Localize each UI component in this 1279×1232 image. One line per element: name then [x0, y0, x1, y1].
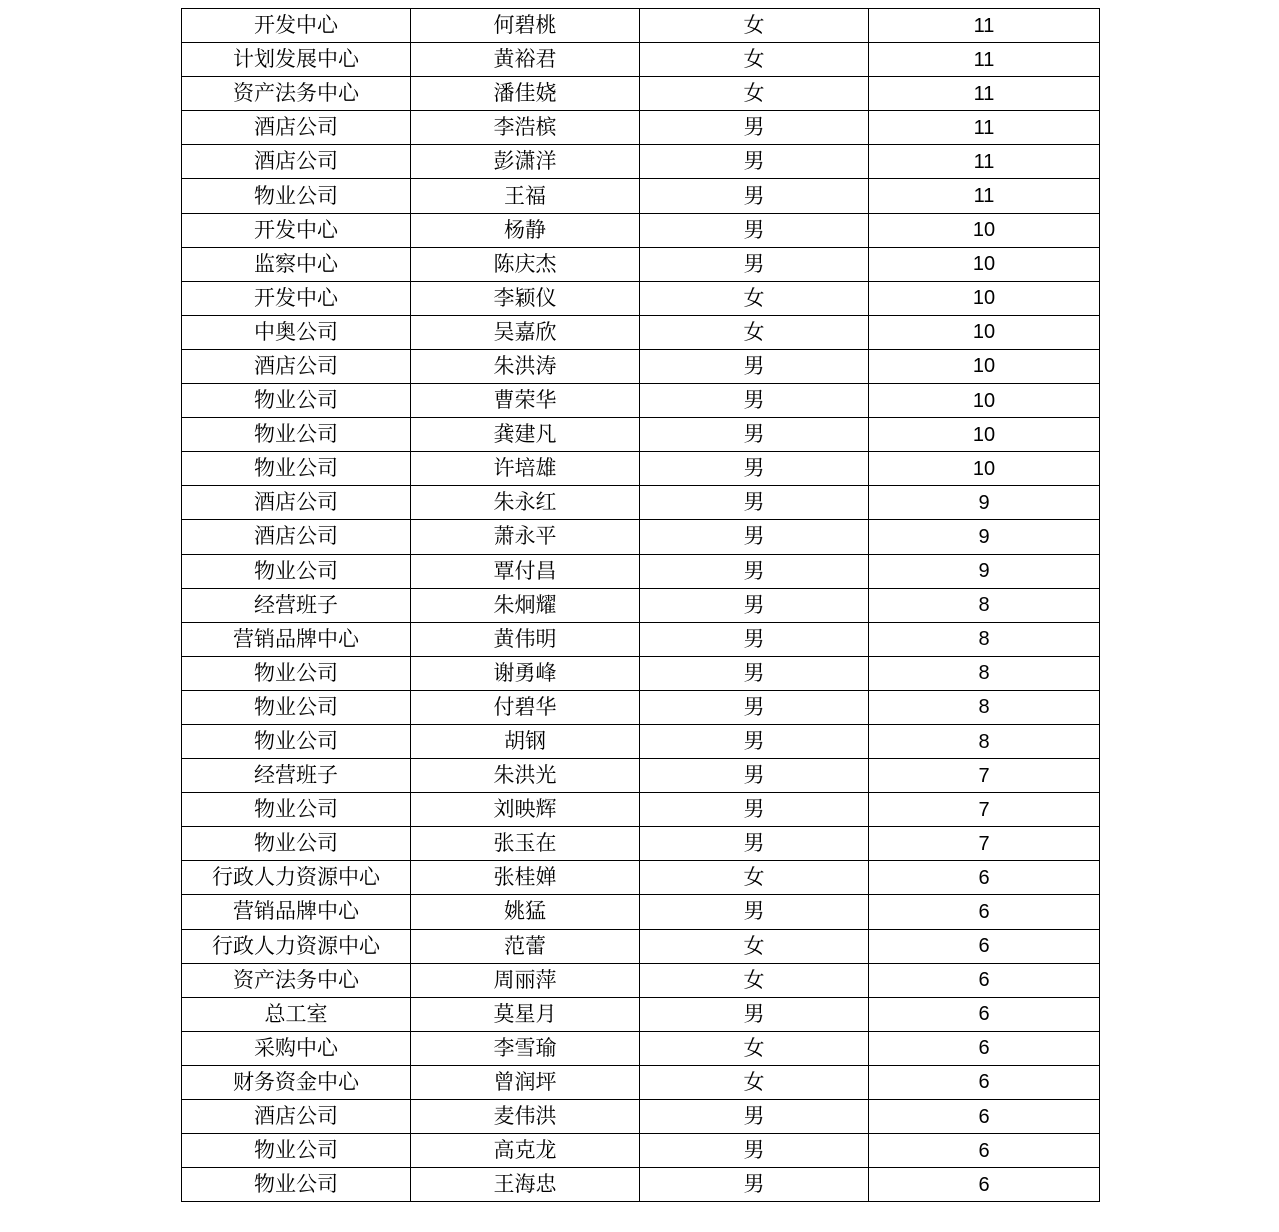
department-cell: 财务资金中心 — [182, 1065, 411, 1099]
department-cell: 物业公司 — [182, 1134, 411, 1168]
department-cell: 物业公司 — [182, 384, 411, 418]
department-cell: 开发中心 — [182, 281, 411, 315]
years-cell: 11 — [869, 179, 1100, 213]
department-cell: 监察中心 — [182, 247, 411, 281]
years-cell: 8 — [869, 588, 1100, 622]
gender-cell: 女 — [640, 929, 869, 963]
name-cell: 李浩槟 — [411, 111, 640, 145]
gender-cell: 男 — [640, 895, 869, 929]
gender-cell: 男 — [640, 418, 869, 452]
years-cell: 10 — [869, 247, 1100, 281]
table-row — [182, 213, 1100, 247]
table-row — [182, 895, 1100, 929]
department-cell: 经营班子 — [182, 759, 411, 793]
name-cell: 杨静 — [411, 213, 640, 247]
gender-cell: 男 — [640, 247, 869, 281]
years-cell: 9 — [869, 486, 1100, 520]
gender-cell: 男 — [640, 486, 869, 520]
table-row — [182, 520, 1100, 554]
years-cell: 11 — [869, 9, 1100, 43]
years-cell: 6 — [869, 997, 1100, 1031]
name-cell: 李颖仪 — [411, 281, 640, 315]
years-cell: 6 — [869, 1168, 1100, 1202]
table-row — [182, 145, 1100, 179]
table-row — [182, 588, 1100, 622]
department-cell: 物业公司 — [182, 179, 411, 213]
department-cell: 营销品牌中心 — [182, 622, 411, 656]
name-cell: 刘映辉 — [411, 793, 640, 827]
name-cell: 黄伟明 — [411, 622, 640, 656]
name-cell: 黄裕君 — [411, 43, 640, 77]
gender-cell: 女 — [640, 1031, 869, 1065]
table-row — [182, 315, 1100, 349]
years-cell: 10 — [869, 349, 1100, 383]
department-cell: 物业公司 — [182, 452, 411, 486]
roster-table-body — [182, 9, 1100, 1202]
years-cell: 10 — [869, 384, 1100, 418]
name-cell: 谢勇峰 — [411, 656, 640, 690]
table-row — [182, 997, 1100, 1031]
name-cell: 何碧桃 — [411, 9, 640, 43]
years-cell: 7 — [869, 827, 1100, 861]
years-cell: 10 — [869, 213, 1100, 247]
department-cell: 行政人力资源中心 — [182, 861, 411, 895]
name-cell: 张桂婵 — [411, 861, 640, 895]
name-cell: 潘佳娆 — [411, 77, 640, 111]
department-cell: 物业公司 — [182, 1168, 411, 1202]
gender-cell: 女 — [640, 77, 869, 111]
department-cell: 资产法务中心 — [182, 77, 411, 111]
table-row — [182, 656, 1100, 690]
gender-cell: 男 — [640, 452, 869, 486]
table-row — [182, 1168, 1100, 1202]
table-row — [182, 179, 1100, 213]
gender-cell: 男 — [640, 349, 869, 383]
department-cell: 物业公司 — [182, 724, 411, 758]
name-cell: 高克龙 — [411, 1134, 640, 1168]
name-cell: 龚建凡 — [411, 418, 640, 452]
gender-cell: 男 — [640, 690, 869, 724]
table-row — [182, 384, 1100, 418]
name-cell: 朱永红 — [411, 486, 640, 520]
years-cell: 6 — [869, 1065, 1100, 1099]
gender-cell: 男 — [640, 656, 869, 690]
name-cell: 王福 — [411, 179, 640, 213]
gender-cell: 男 — [640, 759, 869, 793]
name-cell: 朱洪涛 — [411, 349, 640, 383]
table-row — [182, 759, 1100, 793]
gender-cell: 男 — [640, 793, 869, 827]
department-cell: 开发中心 — [182, 213, 411, 247]
gender-cell: 女 — [640, 43, 869, 77]
years-cell: 10 — [869, 281, 1100, 315]
years-cell: 11 — [869, 111, 1100, 145]
name-cell: 许培雄 — [411, 452, 640, 486]
gender-cell: 女 — [640, 281, 869, 315]
years-cell: 9 — [869, 554, 1100, 588]
name-cell: 胡钢 — [411, 724, 640, 758]
table-row — [182, 622, 1100, 656]
name-cell: 周丽萍 — [411, 963, 640, 997]
department-cell: 物业公司 — [182, 793, 411, 827]
years-cell: 6 — [869, 861, 1100, 895]
name-cell: 朱洪光 — [411, 759, 640, 793]
years-cell: 7 — [869, 759, 1100, 793]
name-cell: 朱炯耀 — [411, 588, 640, 622]
gender-cell: 男 — [640, 1100, 869, 1134]
gender-cell: 男 — [640, 622, 869, 656]
years-cell: 11 — [869, 43, 1100, 77]
years-cell: 6 — [869, 963, 1100, 997]
gender-cell: 男 — [640, 1168, 869, 1202]
table-row — [182, 554, 1100, 588]
department-cell: 采购中心 — [182, 1031, 411, 1065]
table-row — [182, 43, 1100, 77]
gender-cell: 女 — [640, 9, 869, 43]
department-cell: 酒店公司 — [182, 520, 411, 554]
years-cell: 10 — [869, 315, 1100, 349]
table-row — [182, 418, 1100, 452]
table-row — [182, 929, 1100, 963]
years-cell: 8 — [869, 690, 1100, 724]
table-row — [182, 77, 1100, 111]
department-cell: 物业公司 — [182, 656, 411, 690]
table-row — [182, 724, 1100, 758]
years-cell: 6 — [869, 1100, 1100, 1134]
table-row — [182, 861, 1100, 895]
table-row — [182, 1031, 1100, 1065]
years-cell: 8 — [869, 656, 1100, 690]
years-cell: 7 — [869, 793, 1100, 827]
name-cell: 曾润坪 — [411, 1065, 640, 1099]
department-cell: 行政人力资源中心 — [182, 929, 411, 963]
name-cell: 吴嘉欣 — [411, 315, 640, 349]
name-cell: 姚猛 — [411, 895, 640, 929]
department-cell: 经营班子 — [182, 588, 411, 622]
years-cell: 6 — [869, 1134, 1100, 1168]
department-cell: 酒店公司 — [182, 486, 411, 520]
gender-cell: 男 — [640, 145, 869, 179]
table-row — [182, 281, 1100, 315]
gender-cell: 男 — [640, 179, 869, 213]
table-row — [182, 486, 1100, 520]
name-cell: 曹荣华 — [411, 384, 640, 418]
name-cell: 付碧华 — [411, 690, 640, 724]
table-row — [182, 1065, 1100, 1099]
table-row — [182, 1100, 1100, 1134]
gender-cell: 女 — [640, 861, 869, 895]
name-cell: 范蕾 — [411, 929, 640, 963]
department-cell: 酒店公司 — [182, 1100, 411, 1134]
department-cell: 计划发展中心 — [182, 43, 411, 77]
gender-cell: 男 — [640, 827, 869, 861]
table-row — [182, 690, 1100, 724]
gender-cell: 男 — [640, 213, 869, 247]
department-cell: 酒店公司 — [182, 111, 411, 145]
gender-cell: 男 — [640, 588, 869, 622]
name-cell: 萧永平 — [411, 520, 640, 554]
table-row — [182, 9, 1100, 43]
department-cell: 开发中心 — [182, 9, 411, 43]
table-row — [182, 349, 1100, 383]
table-row — [182, 963, 1100, 997]
department-cell: 总工室 — [182, 997, 411, 1031]
years-cell: 9 — [869, 520, 1100, 554]
name-cell: 莫星月 — [411, 997, 640, 1031]
gender-cell: 女 — [640, 963, 869, 997]
gender-cell: 男 — [640, 554, 869, 588]
years-cell: 6 — [869, 929, 1100, 963]
table-row — [182, 793, 1100, 827]
years-cell: 10 — [869, 452, 1100, 486]
roster-table — [181, 8, 1100, 1202]
department-cell: 资产法务中心 — [182, 963, 411, 997]
name-cell: 王海忠 — [411, 1168, 640, 1202]
department-cell: 营销品牌中心 — [182, 895, 411, 929]
gender-cell: 女 — [640, 1065, 869, 1099]
years-cell: 11 — [869, 145, 1100, 179]
name-cell: 覃付昌 — [411, 554, 640, 588]
gender-cell: 男 — [640, 997, 869, 1031]
years-cell: 10 — [869, 418, 1100, 452]
department-cell: 中奥公司 — [182, 315, 411, 349]
gender-cell: 男 — [640, 1134, 869, 1168]
table-row — [182, 247, 1100, 281]
gender-cell: 男 — [640, 724, 869, 758]
table-row — [182, 827, 1100, 861]
gender-cell: 女 — [640, 315, 869, 349]
name-cell: 李雪瑜 — [411, 1031, 640, 1065]
years-cell: 11 — [869, 77, 1100, 111]
gender-cell: 男 — [640, 520, 869, 554]
table-row — [182, 1134, 1100, 1168]
name-cell: 麦伟洪 — [411, 1100, 640, 1134]
department-cell: 酒店公司 — [182, 145, 411, 179]
department-cell: 物业公司 — [182, 554, 411, 588]
years-cell: 8 — [869, 622, 1100, 656]
years-cell: 8 — [869, 724, 1100, 758]
name-cell: 张玉在 — [411, 827, 640, 861]
department-cell: 物业公司 — [182, 690, 411, 724]
name-cell: 彭潇洋 — [411, 145, 640, 179]
department-cell: 酒店公司 — [182, 349, 411, 383]
table-row — [182, 452, 1100, 486]
years-cell: 6 — [869, 1031, 1100, 1065]
table-row — [182, 111, 1100, 145]
name-cell: 陈庆杰 — [411, 247, 640, 281]
department-cell: 物业公司 — [182, 418, 411, 452]
gender-cell: 男 — [640, 111, 869, 145]
department-cell: 物业公司 — [182, 827, 411, 861]
years-cell: 6 — [869, 895, 1100, 929]
gender-cell: 男 — [640, 384, 869, 418]
